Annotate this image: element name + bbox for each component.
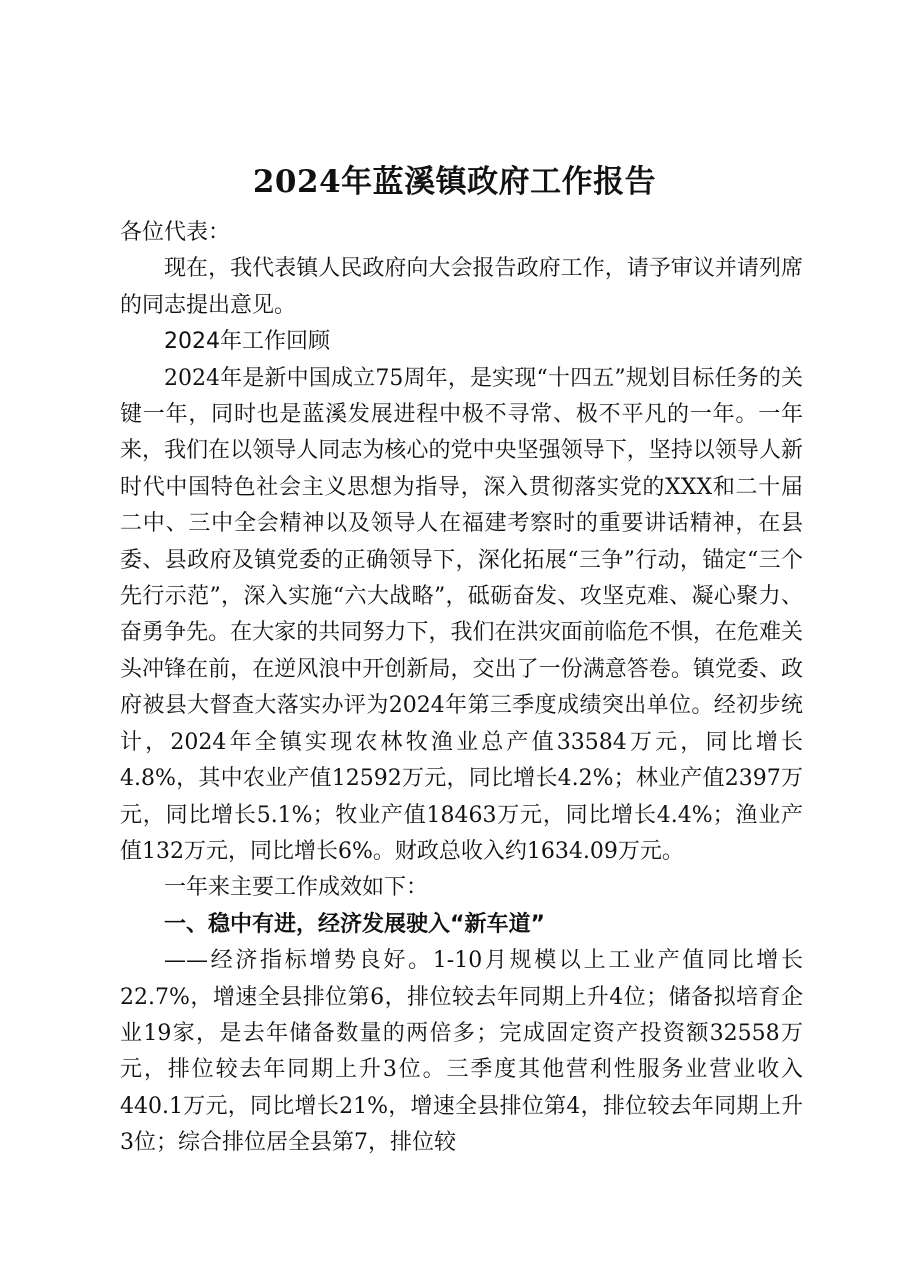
document-body (120, 215, 803, 1162)
section-one-paragraph: ——经济指标增势良好。1-10月规模以上工业产值同比增长22.7%，增速全县排位第6，排位较去年同期上升4位；储备拟培育企业19家，是去年储备数量的两倍多；完成固定资产投资额32558万元，排位较去年同期上升3位。三季度其他营利性服务业营业收入440.1万元，同比增长21%，增速全县排位第4，排位较去年同期上升3位；综合排位居全县第7，排位较 (120, 948, 803, 1156)
page-title: 2024年蓝溪镇政府工作报告 (252, 164, 657, 200)
review-paragraph: 2024年是新中国成立75周年，是实现“十四五”规划目标任务的关键一年，同时也是蓝溪发展进程中极不寻常、极不平凡的一年。一年来，我们在以领导人同志为核心的党中央坚强领导下，坚持以领导人新时代中国特色社会主义思想为指导，深入贯彻落实党的XXX和二十届二中、三中全会精神以及领导人在福建考察时的重要讲话精神，在县委、县政府及镇党委的正确领导下，深化拓展“三争”行动，锚定“三个先行示范”，深入实施“六大战略”，砥砺奋发、攻坚克难、凝心聚力、奋勇争先。在大家的共同努力下，我们在洪灾面前临危不惧，在危难关头冲锋在前，在逆风浪中开创新局，交出了一份满意答卷。镇党委、政府被县大督查大落实办评为2024年第三季度成绩突出单位。经初步统计，2024年全镇实现农林牧渔业总产值33584万元，同比增长4.8%，其中农业产值12592万元，同比增长4.2%；林业产值2397万元，同比增长5.1%；牧业产值18463万元，同比增长4.4%；渔业产值132万元，同比增长6%。财政总收入约1634.09万元。 (120, 365, 803, 864)
section-heading-review: 2024年工作回顾 (164, 329, 330, 355)
intro-paragraph: 现在，我代表镇人民政府向大会报告政府工作，请予审议并请列席的同志提出意见。 (120, 256, 803, 318)
salutation: 各位代表： (120, 220, 231, 245)
section-heading-one: 一、稳中有进，经济发展驶入“新车道” (164, 911, 545, 937)
achievements-intro: 一年来主要工作成效如下： (164, 875, 429, 901)
